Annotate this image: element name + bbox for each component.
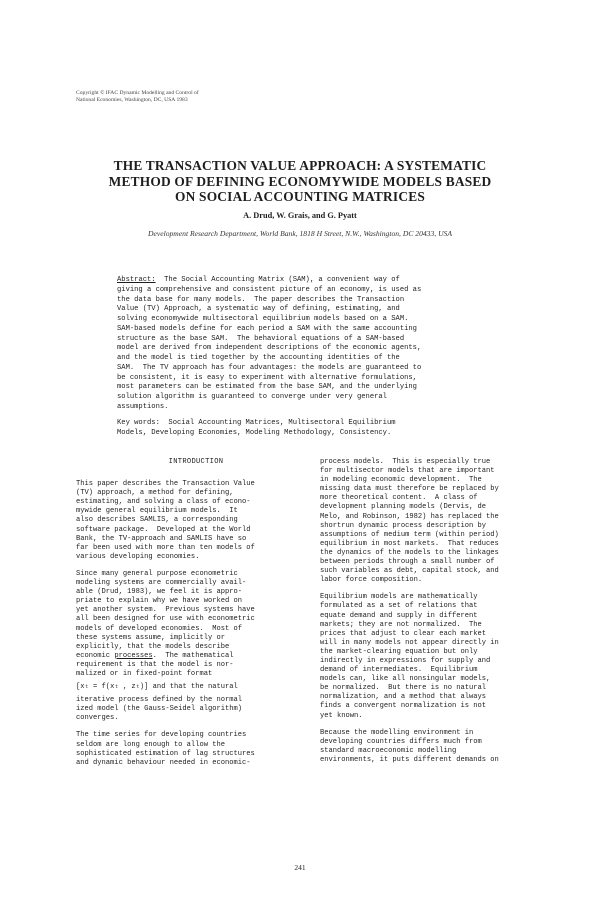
text-line: yet another system. Previous systems have (76, 606, 255, 615)
abstract-line: SAM. The TV approach has four advantages: the models are guaranteed to (117, 363, 422, 372)
text-fragment: and that the natural (148, 683, 238, 692)
paragraph (76, 570, 316, 724)
text-line: labor force composition. (320, 576, 423, 585)
text-line: Equilibrium models are mathematically (320, 593, 478, 602)
text-line: models can, like all nonsingular models, (320, 675, 491, 684)
abstract-line: solution algorithm is guaranteed to converge under very general (117, 393, 387, 401)
text-line: standard macroeconomic modelling (320, 746, 457, 755)
text-line: able (Drud, 1983), we feel it is appro- (76, 588, 243, 597)
text-line: process models. This is especially true (320, 458, 491, 466)
text-line: Because the modelling environment in (320, 728, 474, 737)
text-line (76, 652, 316, 661)
text-line: for multisector models that are important (320, 467, 495, 476)
text-line: equate demand and supply in different (320, 611, 478, 620)
abstract-line: structure as the base SAM. The behavioral equations of a SAM-based (117, 334, 405, 343)
paragraph (320, 593, 560, 720)
text-line: demand of intermediates. Equilibrium (320, 666, 478, 675)
text-line: missing data must therefore be replaced by (320, 485, 499, 494)
text-line: will in many models not appear directly in (320, 638, 499, 647)
text-line: The time series for developing countries (76, 731, 247, 740)
text-line: normalization, and a method that always (320, 693, 487, 702)
text-line: estimating, and solving a class of econo- (76, 498, 251, 507)
abstract-line: most parameters can be estimated from the base SAM, and the underlying (117, 383, 417, 392)
text-line: also describes SAMLIS, a corresponding (76, 516, 238, 525)
left-column (76, 458, 316, 776)
text-line: Melo, and Robinson, 1982) has replaced the (320, 512, 499, 521)
text-line: This paper describes the Transaction Value (76, 480, 255, 489)
abstract-line: assumptions. (117, 402, 169, 411)
text-line: modeling systems are commercially avail- (76, 579, 247, 588)
text-line: converges. (76, 714, 119, 723)
copyright-line: National Economies, Washington, DC, USA 1983 (76, 97, 188, 104)
text-line: Bank, the TV-approach and SAMLIS have so (76, 534, 247, 543)
text-line: yet known. (320, 711, 363, 720)
abstract-line: the data base for many models. The paper describes the Transaction (117, 295, 405, 304)
paragraph (76, 480, 316, 562)
text-line: markets; they are not normalized. The (320, 620, 482, 629)
paragraph (320, 729, 560, 765)
title-line: ON SOCIAL ACCOUNTING MATRICES (175, 189, 425, 204)
paper-title (60, 158, 540, 205)
abstract (117, 276, 502, 413)
right-column (320, 458, 560, 773)
text-line: priate to explain why we have worked on (76, 597, 243, 606)
section-heading: INTRODUCTION (168, 458, 224, 466)
text-line: (TV) approach, a method for defining, (76, 489, 234, 498)
text-fragment: . The mathematical (152, 651, 234, 660)
copyright-line: Copyright © IFAC Dynamic Modelling and Control of (76, 90, 199, 96)
formula: [xₜ = f(xₜ , zₜ)] (76, 683, 149, 692)
abstract-line: and the model is tied together by the accounting identities of the (117, 354, 400, 362)
title-line: THE TRANSACTION VALUE APPROACH: A SYSTEMATIC (113, 158, 487, 173)
text-line: malized or in fixed-point format (76, 669, 213, 678)
keywords-line: Models, Developing Economies, Modeling Methodology, Consistency. (117, 428, 392, 437)
abstract-line: solving economywide multisectoral equilibrium models based on a SAM. (117, 315, 409, 323)
text-line: these systems assume, implicitly or (76, 633, 225, 642)
text-line: sophisticated estimation of lag structures (76, 749, 255, 758)
abstract-line: model are derived from independent descriptions of the economic agents, (117, 344, 422, 353)
text-line: equilibrium in most markets. That reduces (320, 539, 499, 548)
authors: A. Drud, W. Grais, and G. Pyatt (243, 211, 357, 220)
page-number: 241 (294, 863, 306, 872)
text-line: iterative process defined by the normal (76, 696, 243, 705)
text-line: mywide general equilibrium models. It (76, 507, 238, 516)
text-line: the dynamics of the models to the linkages (320, 548, 499, 557)
text-line: models of developed economies. Most of (76, 624, 243, 633)
keywords (117, 419, 502, 439)
text-line: assumptions of medium term (within period) (320, 530, 499, 539)
text-line: more theoretical content. A class of (320, 494, 478, 503)
text-line: all been designed for use with econometric (76, 615, 255, 624)
text-line: such variables as debt, capital stock, and (320, 567, 499, 576)
formula-line (76, 683, 316, 692)
keywords-label: Key words: (117, 419, 160, 427)
text-line: be normalized. But there is no natural (320, 684, 487, 693)
text-line: development planning models (Dervis, de (320, 503, 487, 512)
text-line: prices that adjust to clear each market (320, 629, 487, 638)
text-line: shortrun dynamic process description by (320, 521, 487, 530)
text-line: seldom are long enough to allow the (76, 740, 225, 749)
abstract-line: SAM-based models define for each period a SAM with the same accounting (117, 324, 417, 333)
abstract-line: be consistent, it is easy to experiment with alternative formulations, (117, 373, 417, 382)
text-line: environments, it puts different demands on (320, 755, 499, 764)
abstract-line: giving a comprehensive and consistent picture of an economy, is used as (117, 285, 422, 294)
abstract-line: Value (TV) Approach, a systematic way of defining, estimating, and (117, 305, 400, 314)
text-line: far been used with more than ten models of (76, 543, 255, 552)
text-line: formulated as a set of relations that (320, 602, 478, 611)
keywords-line: Social Accounting Matrices, Multisectoral Equilibrium (159, 419, 396, 427)
paragraph (76, 731, 316, 767)
text-line: the market-clearing equation but only (320, 647, 478, 656)
abstract-line: The Social Accounting Matrix (SAM), a convenient way of (155, 276, 400, 284)
text-line: explicitly, that the models describe (76, 642, 230, 651)
copyright-notice (76, 90, 336, 105)
text-line: requirement is that the model is nor- (76, 660, 234, 669)
text-line: various developing economies. (76, 552, 200, 561)
text-line: developing countries differs much from (320, 737, 482, 746)
text-fragment: economic (76, 651, 115, 660)
text-line: in modeling economic development. The (320, 476, 482, 485)
text-line: and dynamic behaviour needed in economic- (76, 758, 251, 767)
title-line: METHOD OF DEFINING ECONOMYWIDE MODELS BASED (108, 173, 492, 189)
paragraph (320, 458, 560, 585)
text-line: indirectly in expressions for supply and (320, 656, 491, 665)
text-line: between periods through a small number of (320, 558, 495, 567)
underlined-word: processes (114, 651, 153, 660)
text-line: Since many general purpose econometric (76, 569, 238, 578)
text-line: software package. Developed at the World (76, 525, 251, 534)
abstract-label: Abstract: (117, 276, 156, 284)
affiliation: Development Research Department, World Bank, 1818 H Street, N.W., Washington, DC 20433, USA (148, 229, 452, 238)
text-line: ized model (the Gauss-Seidel algorithm) (76, 705, 243, 714)
text-line: finds a convergent normalization is not (320, 702, 487, 711)
